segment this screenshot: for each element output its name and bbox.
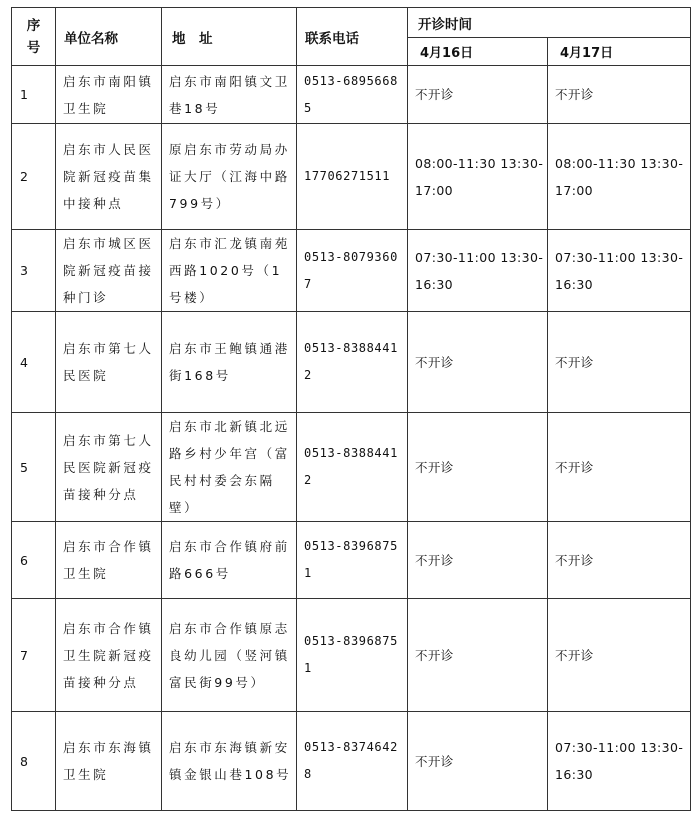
table-row xyxy=(12,712,691,811)
row-seq: 2 xyxy=(12,124,56,230)
row-phone: 0513-83968751 xyxy=(297,522,408,599)
header-unit: 单位名称 xyxy=(56,8,162,66)
header-seq xyxy=(12,8,56,66)
table-row xyxy=(12,66,691,124)
row-hours-apr16: 不开诊 xyxy=(408,599,548,712)
table-row xyxy=(12,124,691,230)
table-row xyxy=(12,599,691,712)
header-seq-text: 序号 xyxy=(26,17,41,56)
row-hours-apr17: 不开诊 xyxy=(548,413,691,522)
row-address: 启东市合作镇府前路666号 xyxy=(162,522,297,599)
row-hours-apr16: 08:00-11:30 13:30-17:00 xyxy=(408,124,548,230)
row-unit-name: 启东市合作镇卫生院 xyxy=(56,522,162,599)
header-address: 地 址 xyxy=(162,8,297,66)
row-phone: 0513-83968751 xyxy=(297,599,408,712)
row-seq: 3 xyxy=(12,230,56,312)
row-phone: 0513-83884412 xyxy=(297,312,408,413)
row-address: 启东市王鲍镇通港街168号 xyxy=(162,312,297,413)
row-unit-name: 启东市第七人民医院新冠疫苗接种分点 xyxy=(56,413,162,522)
row-phone: 17706271511 xyxy=(297,124,408,230)
row-hours-apr17: 不开诊 xyxy=(548,522,691,599)
row-unit-name: 启东市合作镇卫生院新冠疫苗接种分点 xyxy=(56,599,162,712)
row-phone: 0513-83746428 xyxy=(297,712,408,811)
row-address: 启东市汇龙镇南苑西路1020号（1号楼） xyxy=(162,230,297,312)
row-hours-apr16: 不开诊 xyxy=(408,413,548,522)
row-hours-apr16: 07:30-11:00 13:30-16:30 xyxy=(408,230,548,312)
row-hours-apr17: 不开诊 xyxy=(548,599,691,712)
header-day-apr17: 4月17日 xyxy=(548,38,691,66)
table-row xyxy=(12,413,691,522)
row-hours-apr17: 07:30-11:00 13:30-16:30 xyxy=(548,712,691,811)
row-unit-name: 启东市人民医院新冠疫苗集中接种点 xyxy=(56,124,162,230)
row-hours-apr17: 不开诊 xyxy=(548,66,691,124)
header-phone: 联系电话 xyxy=(297,8,408,66)
vaccination-clinic-table xyxy=(11,7,691,811)
header-opening-hours: 开诊时间 xyxy=(408,8,691,38)
table-row xyxy=(12,230,691,312)
row-hours-apr16: 不开诊 xyxy=(408,712,548,811)
table-row xyxy=(12,522,691,599)
row-hours-apr17: 08:00-11:30 13:30-17:00 xyxy=(548,124,691,230)
row-seq: 6 xyxy=(12,522,56,599)
row-hours-apr17: 不开诊 xyxy=(548,312,691,413)
row-unit-name: 启东市第七人民医院 xyxy=(56,312,162,413)
row-seq: 8 xyxy=(12,712,56,811)
row-phone: 0513-68956685 xyxy=(297,66,408,124)
row-unit-name: 启东市城区医院新冠疫苗接种门诊 xyxy=(56,230,162,312)
row-address: 启东市北新镇北远路乡村少年宫（富民村村委会东隔壁） xyxy=(162,413,297,522)
row-seq: 1 xyxy=(12,66,56,124)
row-phone: 0513-83884412 xyxy=(297,413,408,522)
table-body xyxy=(12,66,691,811)
row-hours-apr17: 07:30-11:00 13:30-16:30 xyxy=(548,230,691,312)
row-hours-apr16: 不开诊 xyxy=(408,522,548,599)
row-unit-name: 启东市南阳镇卫生院 xyxy=(56,66,162,124)
header-day-apr16: 4月16日 xyxy=(408,38,548,66)
table-row xyxy=(12,312,691,413)
row-address: 启东市合作镇原志良幼儿园（竖河镇富民街99号） xyxy=(162,599,297,712)
row-hours-apr16: 不开诊 xyxy=(408,312,548,413)
row-seq: 7 xyxy=(12,599,56,712)
row-phone: 0513-80793607 xyxy=(297,230,408,312)
row-hours-apr16: 不开诊 xyxy=(408,66,548,124)
clipped-top-text-strip xyxy=(0,0,699,7)
row-seq: 4 xyxy=(12,312,56,413)
row-seq: 5 xyxy=(12,413,56,522)
row-address: 启东市东海镇新安镇金银山巷108号 xyxy=(162,712,297,811)
row-address: 原启东市劳动局办证大厅（江海中路799号） xyxy=(162,124,297,230)
row-unit-name: 启东市东海镇卫生院 xyxy=(56,712,162,811)
row-address: 启东市南阳镇文卫巷18号 xyxy=(162,66,297,124)
